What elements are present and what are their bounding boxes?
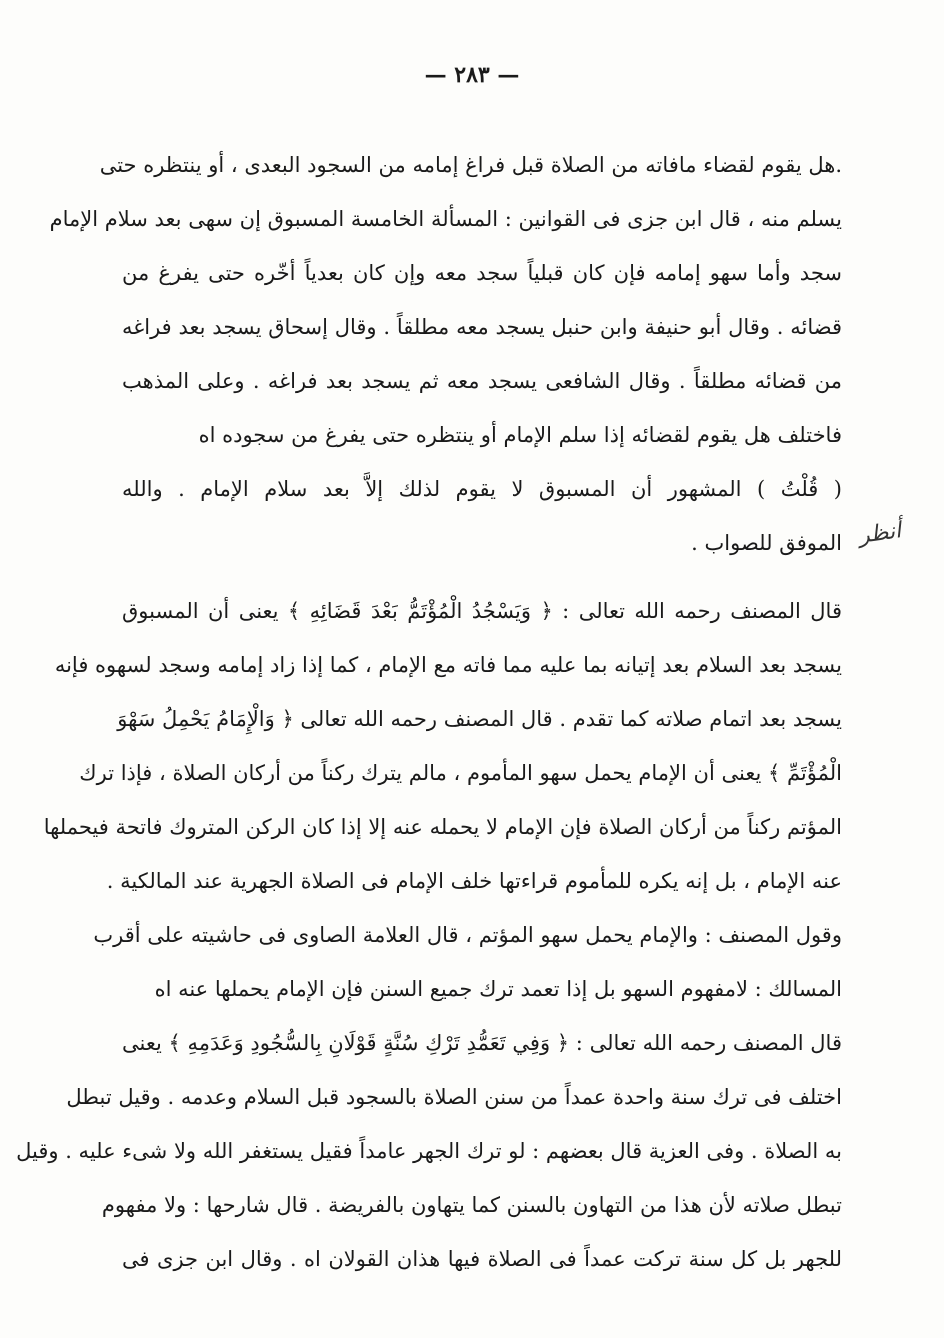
text-line: قضائه . وقال أبو حنيفة وابن حنبل يسجد معه مطلقاً . وقال إسحاق يسجد بعد فراغه	[122, 315, 842, 339]
text-line: للجهر بل كل سنة تركت عمداً فى الصلاة فيها هذان القولان اه . وقال ابن جزى فى	[122, 1247, 842, 1271]
text-line: قال المصنف رحمه الله تعالى : ﴿ وَيَسْجُدُ الْمُؤْتَمُّ بَعْدَ قَضَائِهِ ﴾ يعنى أن المسبوق	[122, 599, 842, 623]
text-line: يسلم منه ، قال ابن جزى فى القوانين : المسألة الخامسة المسبوق إن سهى بعد سلام الإمام	[49, 207, 842, 231]
text-line: اختلف فى ترك سنة واحدة عمداً من سنن الصلاة بالسجود قبل السلام وعدمه . وقيل تبطل	[66, 1085, 842, 1109]
text-line: يسجد بعد السلام بعد إتيانه بما عليه مما فاته مع الإمام ، كما إذا زاد إمامه وسجد لسهوه فإنه	[54, 653, 842, 677]
text-line: الْمُؤْتَمِّ ﴾ يعنى أن الإمام يحمل سهو المأموم ، مالم يترك ركناً من أركان الصلاة ، فإذا ترك	[79, 761, 842, 785]
text-line: به الصلاة . وفى العزية قال بعضهم : لو ترك الجهر عامداً فقيل يستغفر الله ولا شىء عليه . وقيل	[16, 1139, 842, 1163]
text-line: الموفق للصواب .	[691, 531, 842, 555]
text-line: المسالك : لامفهوم السهو بل إذا تعمد ترك جميع السنن فإن الإمام يحملها عنه اه	[154, 977, 842, 1001]
text-line: المؤتم ركناً من أركان الصلاة فإن الإمام لا يحمله عنه إلا إذا كان الركن المتروك فاتحة فيحملها	[43, 815, 842, 839]
text-line: .هل يقوم لقضاء مافاته من الصلاة قبل فراغ إمامه من السجود البعدى ، أو ينتظره حتى	[99, 153, 842, 177]
text-line: تبطل صلاته لأن هذا من التهاون بالسنن كما يتهاون بالفريضة . قال شارحها : ولا مفهوم	[101, 1193, 842, 1217]
page-number: — ٢٨٣ —	[424, 62, 520, 88]
text-line: عنه الإمام ، بل إنه يكره للمأموم قراءتها خلف الإمام فى الصلاة الجهرية عند المالكية .	[106, 869, 842, 893]
text-line: سجد وأما سهو إمامه فإن كان قبلياً سجد معه وإن كان بعدياً أخّره حتى يفرغ من	[122, 261, 842, 285]
text-line: فاختلف هل يقوم لقضائه إذا سلم الإمام أو ينتظره حتى يفرغ من سجوده اه	[198, 423, 842, 447]
text-line: وقول المصنف : والإمام يحمل سهو المؤتم ، قال العلامة الصاوى فى حاشيته على أقرب	[93, 923, 842, 947]
text-line: ( قُلْتُ ) المشهور أن المسبوق لا يقوم لذلك إلاَّ بعد سلام الإمام . والله	[122, 477, 842, 501]
margin-note: أنظر	[857, 518, 903, 549]
text-line: يسجد بعد اتمام صلاته كما تقدم . قال المصنف رحمه الله تعالى ﴿ وَالْإِمَامُ يَحْمِلُ سَهْوَ	[117, 707, 842, 731]
text-line: قال المصنف رحمه الله تعالى : ﴿ وَفِي تَعَمُّدِ تَرْكِ سُنَّةٍ قَوْلَانِ بِالسُّجُودِ وَعَدَمِهِ ﴾ يعنى	[122, 1031, 842, 1055]
text-line: من قضائه مطلقاً . وقال الشافعى يسجد معه ثم يسجد بعد فراغه . وعلى المذهب	[122, 369, 842, 393]
body-text	[16, 138, 842, 1286]
